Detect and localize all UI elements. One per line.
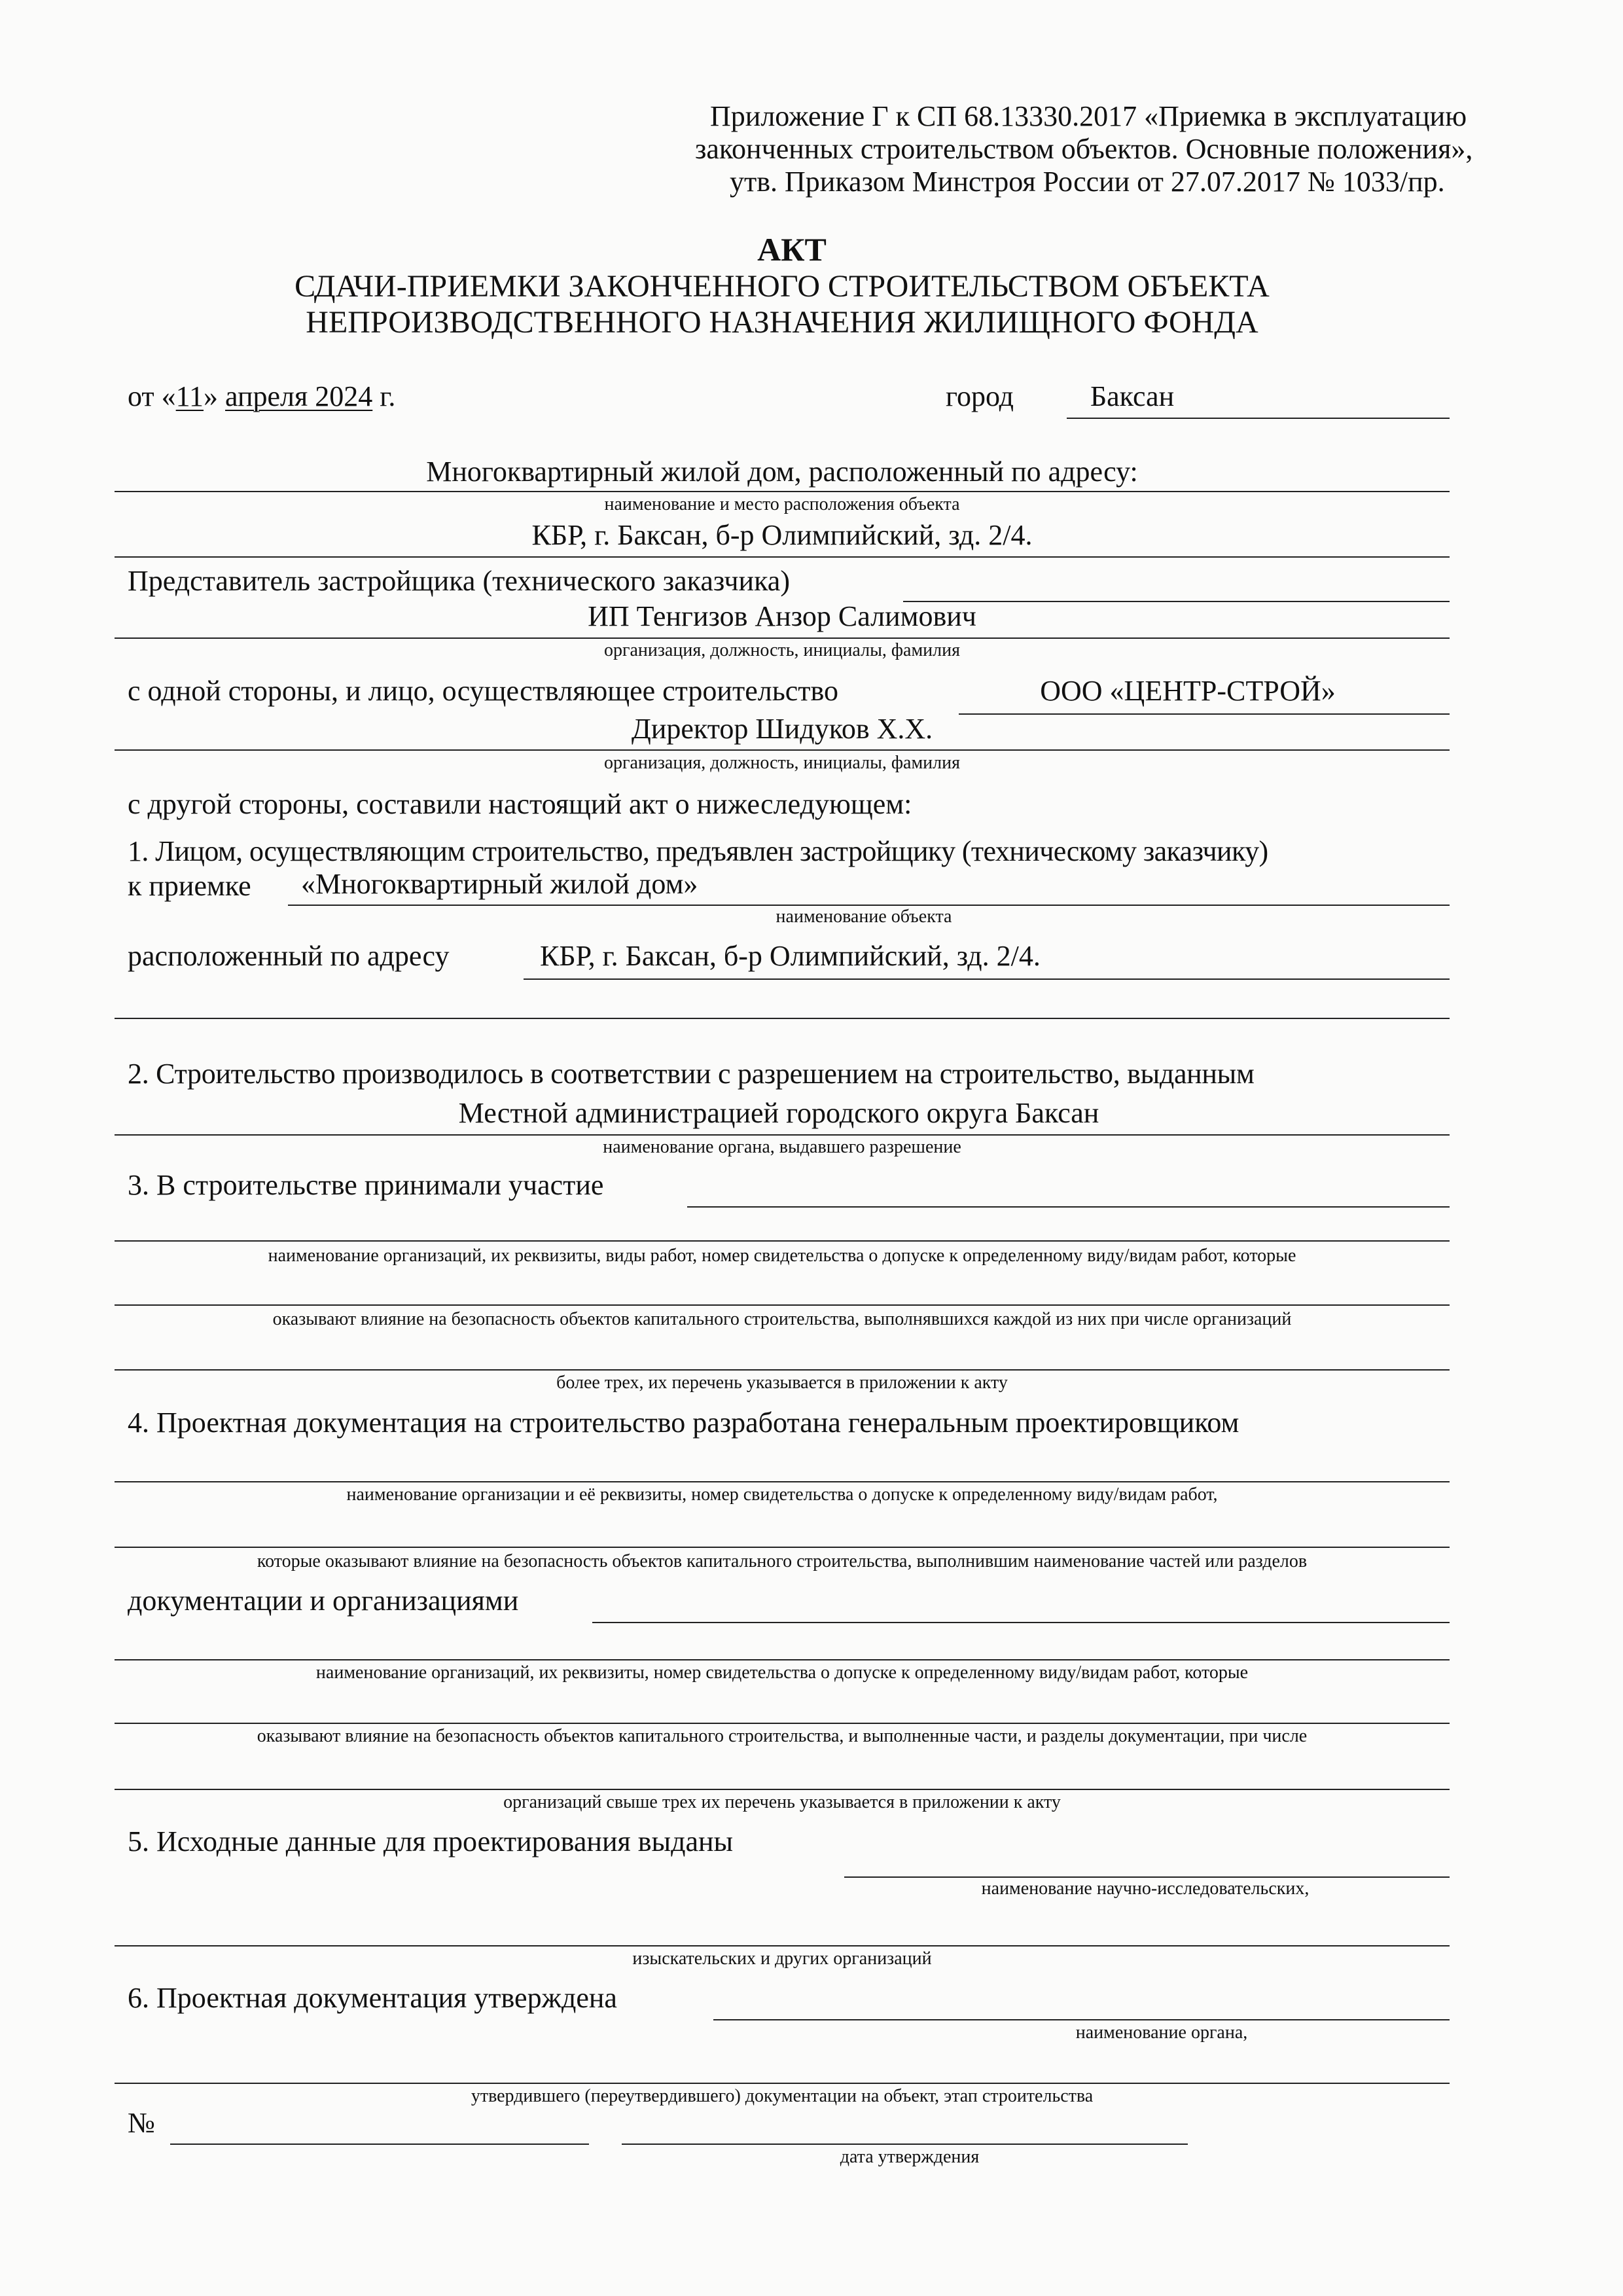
item1-caption: наименование объекта — [776, 906, 952, 927]
item4-text: 4. Проектная документация на строительство разработана генеральным проектировщиком — [128, 1407, 1240, 1439]
item3-caption-1: наименование организаций, их реквизиты, виды работ, номер свидетельства о допуске к определенному виду/видам работ, которые — [268, 1246, 1296, 1266]
document-subtitle-2: НЕПРОИЗВОДСТВЕННОГО НАЗНАЧЕНИЯ ЖИЛИЩНОГО ФОНДА — [306, 305, 1258, 340]
object-caption: наименование и место расположения объекта — [604, 494, 960, 514]
developer-label-line — [903, 601, 1450, 602]
item4-caption-4: оказывают влияние на безопасность объектов капитального строительства, и выполненные части, и разделы документации, при числе — [257, 1726, 1308, 1746]
item6-text: 6. Проектная документация утверждена — [128, 1982, 617, 2014]
builder-caption: организация, должность, инициалы, фамилия — [603, 753, 961, 773]
item3-line-2 — [115, 1240, 1450, 1242]
developer-label: Представитель застройщика (технического заказчика) — [128, 565, 790, 597]
date-day: 11 — [175, 380, 204, 412]
item1-address-line — [524, 978, 1450, 980]
city-label: город — [946, 380, 1014, 412]
item6-caption-2: утвердившего (переутвердившего) документации на объект, этап строительства — [471, 2086, 1094, 2106]
city-underline — [1067, 418, 1450, 419]
item6-line-2 — [115, 2083, 1450, 2084]
item6-line-1 — [713, 2019, 1450, 2020]
item2-caption: наименование органа, выдавшего разрешение — [603, 1137, 961, 1157]
item5-line-1 — [844, 1876, 1450, 1878]
object-address: КБР, г. Баксан, б-р Олимпийский, зд. 2/4. — [531, 519, 1033, 551]
item1-address-label: расположенный по адресу — [128, 940, 450, 972]
item6-caption-1: наименование органа, — [1075, 2022, 1248, 2043]
item4-caption-2: которые оказывают влияние на безопасность объектов капитального строительства, выполнившим наименование частей или разделов — [257, 1551, 1308, 1571]
developer-name: ИП Тенгизов Анзор Салимович — [588, 600, 976, 632]
developer-caption: организация, должность, инициалы, фамилия — [603, 640, 961, 660]
item3-text: 3. В строительстве принимали участие — [128, 1169, 604, 1201]
item4-line-6 — [115, 1789, 1450, 1790]
item2-value-line — [115, 1134, 1450, 1136]
header-line-2: законченных строительством объектов. Основные положения», — [695, 133, 1473, 165]
item2-text: 2. Строительство производилось в соответствии с разрешением на строительство, выданным — [128, 1058, 1255, 1090]
item6-number-sign: № — [128, 2107, 155, 2139]
builder-person-line — [115, 749, 1450, 751]
item4-caption-3: наименование организаций, их реквизиты, номер свидетельства о допуске к определенному виду/видам работ, которые — [315, 1662, 1249, 1683]
item4-text-2: документации и организациями — [128, 1585, 519, 1617]
item6-caption-3: дата утверждения — [840, 2147, 980, 2167]
item3-line-4 — [115, 1369, 1450, 1371]
item5-caption-1: наименование научно-исследовательских, — [981, 1878, 1310, 1899]
item5-text: 5. Исходные данные для проектирования выданы — [128, 1825, 734, 1857]
item4-line-3 — [592, 1622, 1450, 1623]
object-name: Многоквартирный жилой дом, расположенный по адресу: — [426, 456, 1138, 488]
item4-caption-1: наименование организации и её реквизиты, номер свидетельства о допуске к определенному виду/видам работ, — [346, 1484, 1218, 1505]
builder-person: Директор Шидуков Х.Х. — [631, 713, 933, 745]
item4-line-2 — [115, 1547, 1450, 1548]
item2-value: Местной администрацией городского округа Баксан — [458, 1097, 1099, 1129]
item5-line-2 — [115, 1945, 1450, 1946]
developer-name-line — [115, 637, 1450, 639]
document-subtitle-1: СДАЧИ-ПРИЕМКИ ЗАКОНЧЕННОГО СТРОИТЕЛЬСТВОМ ОБЪЕКТА — [294, 269, 1270, 304]
item5-caption-2: изыскательских и других организаций — [632, 1948, 932, 1969]
item3-line-3 — [115, 1304, 1450, 1306]
item1-text: 1. Лицом, осуществляющим строительство, предъявлен застройщику (техническому заказчику) — [128, 835, 1268, 867]
item3-line-1 — [687, 1206, 1450, 1208]
item1-address: КБР, г. Баксан, б-р Олимпийский, зд. 2/4. — [540, 940, 1041, 972]
item1-extra-line — [115, 1018, 1450, 1019]
item1-value: «Многоквартирный жилой дом» — [301, 868, 698, 900]
item4-caption-5: организаций свыше трех их перечень указывается в приложении к акту — [503, 1792, 1061, 1812]
item3-caption-2: оказывают влияние на безопасность объектов капитального строительства, выполнявшихся каждой из них при числе организаций — [272, 1309, 1292, 1329]
item4-line-4 — [115, 1659, 1450, 1660]
date-month-year: апреля 2024 — [225, 380, 373, 412]
builder-org: ООО «ЦЕНТР-СТРОЙ» — [1040, 675, 1336, 707]
item1-value-line — [288, 905, 1450, 906]
item6-date-line — [622, 2144, 1188, 2145]
intro-text: с другой стороны, составили настоящий акт о нижеследующем: — [128, 788, 912, 820]
document-title: АКТ — [757, 231, 827, 268]
date-line: от «11» апреля 2024 г. — [128, 380, 396, 412]
city-value: Баксан — [1090, 380, 1175, 412]
item1-label: к приемке — [128, 870, 251, 902]
item3-caption-3: более трех, их перечень указывается в приложении к акту — [556, 1372, 1008, 1393]
header-line-1: Приложение Г к СП 68.13330.2017 «Приемка в эксплуатацию — [710, 100, 1467, 132]
item4-line-5 — [115, 1723, 1450, 1724]
header-line-3: утв. Приказом Минстроя России от 27.07.2017 № 1033/пр. — [730, 166, 1445, 198]
object-address-line — [115, 556, 1450, 558]
object-name-line — [115, 491, 1450, 492]
builder-label: с одной стороны, и лицо, осуществляющее строительство — [128, 675, 838, 707]
builder-org-line — [959, 713, 1450, 715]
item6-number-line — [170, 2144, 589, 2145]
item4-line-1 — [115, 1481, 1450, 1482]
